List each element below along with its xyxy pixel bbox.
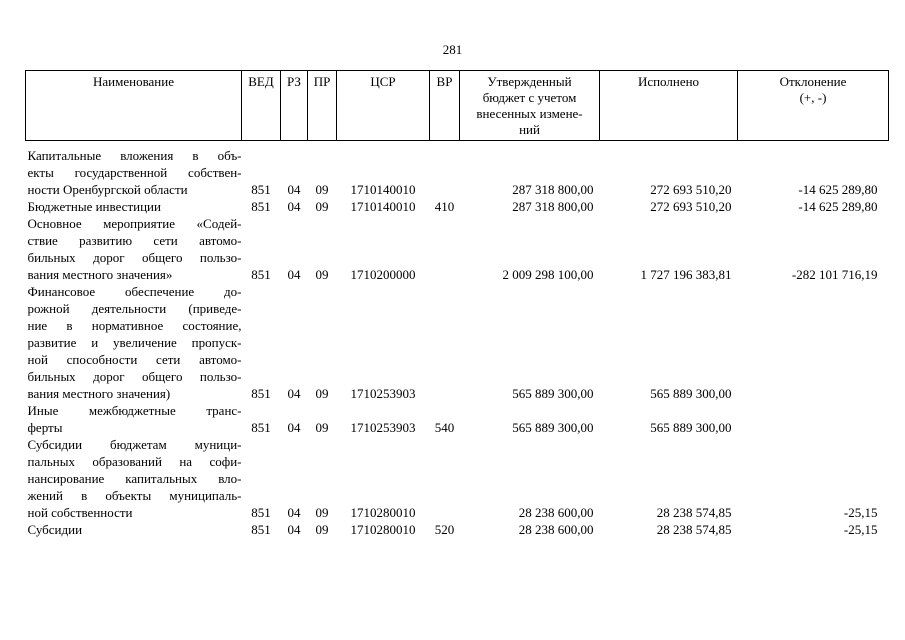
cell-name	[26, 147, 242, 198]
header-approved-line-1: Утвержденный	[487, 74, 572, 89]
cell-executed: 272 693 510,20	[650, 199, 732, 214]
cell-name-line: ние в нормативное состояние,	[27, 318, 242, 333]
cell-pr: 09	[315, 522, 329, 537]
header-rz: РЗ	[281, 71, 308, 141]
cell-name-line: екты государственной собствен-	[27, 165, 242, 180]
cell-approved: 28 238 600,00	[518, 505, 594, 520]
cell-deviation	[738, 402, 889, 436]
cell-rz: 04	[287, 182, 301, 197]
cell-name-line: жений в объекты муниципаль-	[27, 488, 242, 503]
cell-ved: 851	[251, 182, 271, 197]
cell-name-line: ности Оренбургской области	[27, 182, 188, 197]
cell-csr: 1710140010	[350, 182, 416, 197]
cell-deviation: -25,15	[843, 505, 878, 520]
cell-name-line: ствие развитию сети автомо-	[27, 233, 242, 248]
header-approved-line-4: ний	[519, 122, 540, 137]
table-row	[26, 436, 889, 521]
cell-pr: 09	[315, 420, 329, 435]
header-pr: ПР	[308, 71, 337, 141]
cell-name-line: вания местного значения»	[27, 267, 173, 282]
cell-vr: 540	[434, 420, 455, 435]
cell-ved: 851	[251, 386, 271, 401]
cell-executed: 272 693 510,20	[650, 182, 732, 197]
cell-name	[26, 521, 242, 538]
cell-ved: 851	[251, 420, 271, 435]
cell-rz: 04	[287, 505, 301, 520]
cell-name-line: Субсидии бюджетам муници-	[27, 437, 242, 452]
header-approved-line-2: бюджет с учетом	[482, 90, 577, 105]
table-header-row	[26, 71, 889, 141]
table-row	[26, 215, 889, 283]
cell-deviation: -282 101 716,19	[791, 267, 878, 282]
cell-vr	[430, 436, 460, 521]
cell-approved: 565 889 300,00	[512, 386, 594, 401]
cell-ved: 851	[251, 199, 271, 214]
cell-name	[26, 283, 242, 402]
cell-ved: 851	[251, 505, 271, 520]
header-name: Наименование	[26, 71, 242, 141]
table-row	[26, 147, 889, 198]
cell-name-line: развитие и увеличение пропуск-	[27, 335, 242, 350]
table-row	[26, 402, 889, 436]
cell-csr: 1710280010	[350, 505, 416, 520]
cell-name	[26, 436, 242, 521]
cell-deviation	[738, 283, 889, 402]
header-approved-budget	[460, 71, 600, 141]
cell-ved: 851	[251, 267, 271, 282]
cell-name-line: бильных дорог общего пользо-	[27, 250, 242, 265]
header-ved: ВЕД	[242, 71, 281, 141]
cell-vr: 520	[434, 522, 455, 537]
cell-pr: 09	[315, 267, 329, 282]
cell-name-line: Основное мероприятие «Содей-	[27, 216, 242, 231]
cell-name-line: ной собственности	[27, 505, 133, 520]
page-number: 281	[442, 42, 463, 57]
cell-name-line: Субсидии	[27, 522, 83, 537]
cell-pr: 09	[315, 386, 329, 401]
cell-name-line: пальных образований на софи-	[27, 454, 242, 469]
cell-executed: 565 889 300,00	[650, 386, 732, 401]
cell-vr	[430, 147, 460, 198]
cell-name-line: ферты	[27, 420, 63, 435]
cell-deviation: -14 625 289,80	[798, 199, 878, 214]
cell-name-line: Финансовое обеспечение до-	[27, 284, 242, 299]
cell-name-line: нансирование капитальных вло-	[27, 471, 242, 486]
cell-name	[26, 198, 242, 215]
cell-rz: 04	[287, 386, 301, 401]
cell-name-line: Иные межбюджетные транс-	[27, 403, 242, 418]
table-body	[26, 141, 889, 539]
cell-rz: 04	[287, 522, 301, 537]
cell-executed: 28 238 574,85	[656, 505, 732, 520]
cell-ved: 851	[251, 522, 271, 537]
cell-csr: 1710200000	[350, 267, 416, 282]
cell-name-line: вания местного значения)	[27, 386, 171, 401]
table-row	[26, 521, 889, 538]
cell-name-line: Бюджетные инвестиции	[27, 199, 161, 214]
cell-deviation: -14 625 289,80	[798, 182, 878, 197]
header-deviation-line-2: (+, -)	[799, 90, 827, 105]
cell-name-line: Капитальные вложения в объ-	[27, 148, 242, 163]
cell-rz: 04	[287, 267, 301, 282]
cell-vr	[430, 215, 460, 283]
cell-executed: 28 238 574,85	[656, 522, 732, 537]
cell-pr: 09	[315, 182, 329, 197]
cell-pr: 09	[315, 199, 329, 214]
header-deviation-line-1: Отклонение	[779, 74, 847, 89]
cell-vr	[430, 283, 460, 402]
cell-executed: 1 727 196 383,81	[640, 267, 732, 282]
table-row	[26, 198, 889, 215]
cell-executed: 565 889 300,00	[650, 420, 732, 435]
cell-name-line: бильных дорог общего пользо-	[27, 369, 242, 384]
budget-table	[25, 70, 889, 538]
cell-csr: 1710253903	[350, 420, 416, 435]
cell-rz: 04	[287, 420, 301, 435]
cell-csr: 1710280010	[350, 522, 416, 537]
cell-approved: 565 889 300,00	[512, 420, 594, 435]
cell-vr: 410	[434, 199, 455, 214]
cell-name	[26, 402, 242, 436]
header-deviation	[738, 71, 889, 141]
header-executed: Исполнено	[600, 71, 738, 141]
cell-approved: 287 318 800,00	[512, 182, 594, 197]
cell-rz: 04	[287, 199, 301, 214]
cell-approved: 28 238 600,00	[518, 522, 594, 537]
cell-name-line: рожной деятельности (приведе-	[27, 301, 242, 316]
cell-approved: 2 009 298 100,00	[502, 267, 594, 282]
cell-name-line: ной способности сети автомо-	[27, 352, 242, 367]
table-row	[26, 283, 889, 402]
cell-approved: 287 318 800,00	[512, 199, 594, 214]
header-vr: ВР	[430, 71, 460, 141]
cell-pr: 09	[315, 505, 329, 520]
cell-name	[26, 215, 242, 283]
header-approved-line-3: внесенных измене-	[476, 106, 583, 121]
cell-csr: 1710253903	[350, 386, 416, 401]
cell-deviation: -25,15	[843, 522, 878, 537]
header-csr: ЦСР	[337, 71, 430, 141]
cell-csr: 1710140010	[350, 199, 416, 214]
